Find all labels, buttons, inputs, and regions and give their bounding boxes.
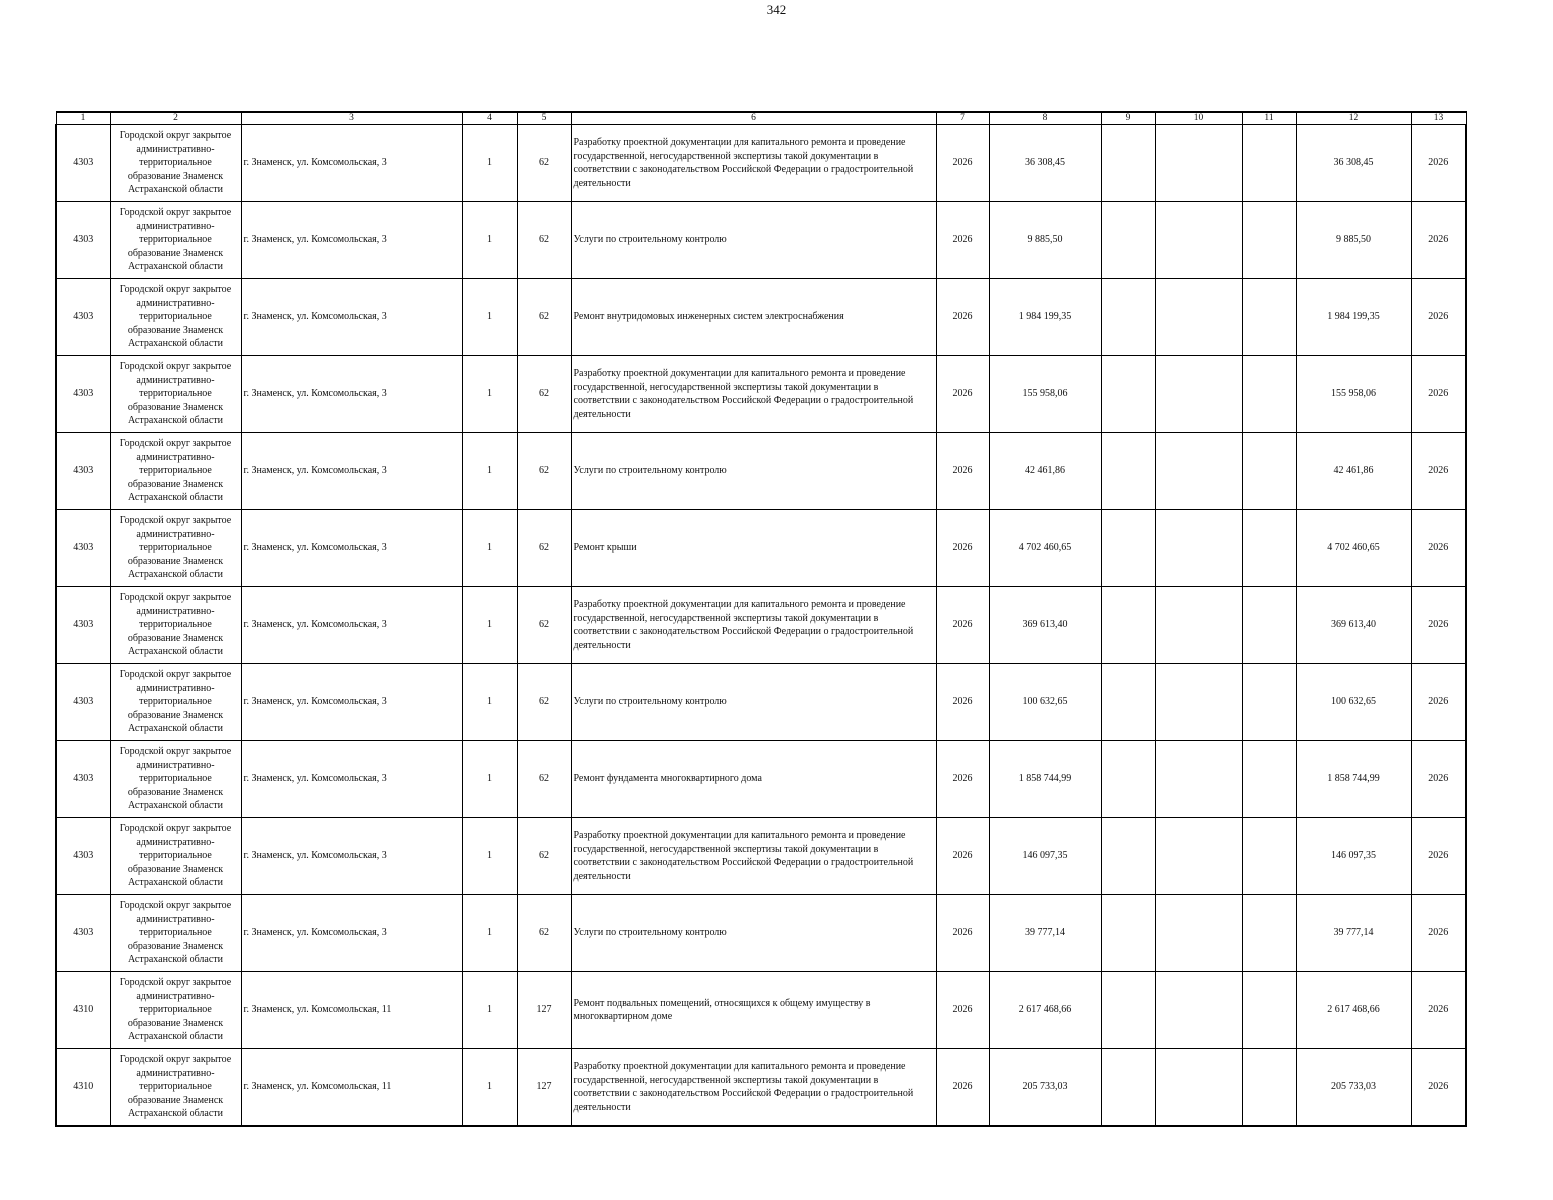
column-5-cell: 127 bbox=[517, 972, 571, 1049]
table-row bbox=[56, 279, 1466, 356]
column-11-cell bbox=[1242, 510, 1296, 587]
column-11-cell bbox=[1242, 433, 1296, 510]
column-header: 12 bbox=[1296, 112, 1411, 125]
column-5-cell: 62 bbox=[517, 895, 571, 972]
work-type-cell: Ремонт внутридомовых инженерных систем электроснабжения bbox=[571, 279, 936, 356]
column-header: 8 bbox=[989, 112, 1101, 125]
column-header: 10 bbox=[1155, 112, 1242, 125]
column-9-cell bbox=[1101, 1049, 1155, 1127]
work-type-cell: Услуги по строительному контролю bbox=[571, 433, 936, 510]
total-cell: 205 733,03 bbox=[1296, 1049, 1411, 1127]
column-10-cell bbox=[1155, 125, 1242, 202]
work-type-cell: Разработку проектной документации для капитального ремонта и проведение государственной, негосударственной экспертизы такой документации в соответствии с законодательством Российской Федерации о градостроительной деятельности bbox=[571, 587, 936, 664]
work-type-cell: Разработку проектной документации для капитального ремонта и проведение государственной, негосударственной экспертизы такой документации в соответствии с законодательством Российской Федерации о градостроительной деятельности bbox=[571, 356, 936, 433]
column-9-cell bbox=[1101, 125, 1155, 202]
column-11-cell bbox=[1242, 279, 1296, 356]
total-cell: 1 858 744,99 bbox=[1296, 741, 1411, 818]
column-9-cell bbox=[1101, 433, 1155, 510]
table-row bbox=[56, 895, 1466, 972]
total-cell: 36 308,45 bbox=[1296, 125, 1411, 202]
column-9-cell bbox=[1101, 895, 1155, 972]
column-9-cell bbox=[1101, 356, 1155, 433]
year-cell: 2026 bbox=[936, 510, 989, 587]
column-9-cell bbox=[1101, 972, 1155, 1049]
column-5-cell: 62 bbox=[517, 818, 571, 895]
address-cell: г. Знаменск, ул. Комсомольская, 3 bbox=[241, 587, 462, 664]
column-10-cell bbox=[1155, 818, 1242, 895]
total-cell: 155 958,06 bbox=[1296, 356, 1411, 433]
table-row bbox=[56, 356, 1466, 433]
work-type-cell: Ремонт фундамента многоквартирного дома bbox=[571, 741, 936, 818]
municipality-cell: Городской округ закрытое административно-территориальное образование Знаменск Астраханской области bbox=[110, 510, 241, 587]
column-4-cell: 1 bbox=[462, 972, 517, 1049]
column-header: 11 bbox=[1242, 112, 1296, 125]
cost-cell: 4 702 460,65 bbox=[989, 510, 1101, 587]
column-5-cell: 127 bbox=[517, 1049, 571, 1127]
municipality-cell: Городской округ закрытое административно-территориальное образование Знаменск Астраханской области bbox=[110, 356, 241, 433]
column-4-cell: 1 bbox=[462, 818, 517, 895]
municipality-cell: Городской округ закрытое административно-территориальное образование Знаменск Астраханской области bbox=[110, 818, 241, 895]
row-id-cell: 4310 bbox=[56, 1049, 110, 1127]
row-id-cell: 4303 bbox=[56, 356, 110, 433]
address-cell: г. Знаменск, ул. Комсомольская, 3 bbox=[241, 125, 462, 202]
page-number: 342 bbox=[766, 2, 787, 17]
completion-year-cell: 2026 bbox=[1411, 972, 1466, 1049]
column-5-cell: 62 bbox=[517, 587, 571, 664]
column-number-header bbox=[56, 112, 1466, 125]
address-cell: г. Знаменск, ул. Комсомольская, 3 bbox=[241, 741, 462, 818]
column-9-cell bbox=[1101, 279, 1155, 356]
column-10-cell bbox=[1155, 895, 1242, 972]
total-cell: 4 702 460,65 bbox=[1296, 510, 1411, 587]
address-cell: г. Знаменск, ул. Комсомольская, 3 bbox=[241, 510, 462, 587]
column-header: 4 bbox=[462, 112, 517, 125]
cost-cell: 1 984 199,35 bbox=[989, 279, 1101, 356]
cost-cell: 1 858 744,99 bbox=[989, 741, 1101, 818]
total-cell: 100 632,65 bbox=[1296, 664, 1411, 741]
work-type-cell: Услуги по строительному контролю bbox=[571, 202, 936, 279]
year-cell: 2026 bbox=[936, 433, 989, 510]
column-header: 13 bbox=[1411, 112, 1466, 125]
municipality-cell: Городской округ закрытое административно-территориальное образование Знаменск Астраханской области bbox=[110, 125, 241, 202]
column-11-cell bbox=[1242, 1049, 1296, 1127]
municipality-cell: Городской округ закрытое административно-территориальное образование Знаменск Астраханской области bbox=[110, 1049, 241, 1127]
column-5-cell: 62 bbox=[517, 433, 571, 510]
column-5-cell: 62 bbox=[517, 356, 571, 433]
year-cell: 2026 bbox=[936, 279, 989, 356]
column-11-cell bbox=[1242, 972, 1296, 1049]
year-cell: 2026 bbox=[936, 664, 989, 741]
work-type-cell: Разработку проектной документации для капитального ремонта и проведение государственной, негосударственной экспертизы такой документации в соответствии с законодательством Российской Федерации о градостроительной деятельности bbox=[571, 818, 936, 895]
work-type-cell: Ремонт крыши bbox=[571, 510, 936, 587]
municipality-cell: Городской округ закрытое административно-территориальное образование Знаменск Астраханской области bbox=[110, 433, 241, 510]
total-cell: 146 097,35 bbox=[1296, 818, 1411, 895]
column-9-cell bbox=[1101, 202, 1155, 279]
column-header: 2 bbox=[110, 112, 241, 125]
table-row bbox=[56, 1049, 1466, 1127]
total-cell: 9 885,50 bbox=[1296, 202, 1411, 279]
column-4-cell: 1 bbox=[462, 433, 517, 510]
column-5-cell: 62 bbox=[517, 279, 571, 356]
table-row bbox=[56, 510, 1466, 587]
column-5-cell: 62 bbox=[517, 664, 571, 741]
address-cell: г. Знаменск, ул. Комсомольская, 3 bbox=[241, 356, 462, 433]
column-4-cell: 1 bbox=[462, 895, 517, 972]
address-cell: г. Знаменск, ул. Комсомольская, 11 bbox=[241, 1049, 462, 1127]
column-10-cell bbox=[1155, 202, 1242, 279]
row-id-cell: 4303 bbox=[56, 664, 110, 741]
completion-year-cell: 2026 bbox=[1411, 741, 1466, 818]
column-5-cell: 62 bbox=[517, 125, 571, 202]
total-cell: 369 613,40 bbox=[1296, 587, 1411, 664]
column-4-cell: 1 bbox=[462, 202, 517, 279]
row-id-cell: 4303 bbox=[56, 587, 110, 664]
column-header: 1 bbox=[56, 112, 110, 125]
column-10-cell bbox=[1155, 433, 1242, 510]
column-5-cell: 62 bbox=[517, 741, 571, 818]
column-header: 7 bbox=[936, 112, 989, 125]
column-9-cell bbox=[1101, 664, 1155, 741]
cost-cell: 205 733,03 bbox=[989, 1049, 1101, 1127]
row-id-cell: 4303 bbox=[56, 818, 110, 895]
column-10-cell bbox=[1155, 741, 1242, 818]
year-cell: 2026 bbox=[936, 818, 989, 895]
completion-year-cell: 2026 bbox=[1411, 356, 1466, 433]
total-cell: 39 777,14 bbox=[1296, 895, 1411, 972]
column-header: 6 bbox=[571, 112, 936, 125]
column-4-cell: 1 bbox=[462, 279, 517, 356]
year-cell: 2026 bbox=[936, 202, 989, 279]
table-row bbox=[56, 972, 1466, 1049]
work-type-cell: Услуги по строительному контролю bbox=[571, 664, 936, 741]
column-header: 5 bbox=[517, 112, 571, 125]
column-11-cell bbox=[1242, 664, 1296, 741]
column-11-cell bbox=[1242, 125, 1296, 202]
column-4-cell: 1 bbox=[462, 356, 517, 433]
municipality-cell: Городской округ закрытое административно-территориальное образование Знаменск Астраханской области bbox=[110, 972, 241, 1049]
municipality-cell: Городской округ закрытое административно-территориальное образование Знаменск Астраханской области bbox=[110, 741, 241, 818]
address-cell: г. Знаменск, ул. Комсомольская, 3 bbox=[241, 895, 462, 972]
column-10-cell bbox=[1155, 510, 1242, 587]
column-4-cell: 1 bbox=[462, 125, 517, 202]
row-id-cell: 4303 bbox=[56, 741, 110, 818]
table-row bbox=[56, 741, 1466, 818]
work-type-cell: Услуги по строительному контролю bbox=[571, 895, 936, 972]
total-cell: 1 984 199,35 bbox=[1296, 279, 1411, 356]
completion-year-cell: 2026 bbox=[1411, 818, 1466, 895]
cost-cell: 2 617 468,66 bbox=[989, 972, 1101, 1049]
row-id-cell: 4310 bbox=[56, 972, 110, 1049]
cost-cell: 42 461,86 bbox=[989, 433, 1101, 510]
work-type-cell: Ремонт подвальных помещений, относящихся к общему имуществу в многоквартирном доме bbox=[571, 972, 936, 1049]
completion-year-cell: 2026 bbox=[1411, 279, 1466, 356]
address-cell: г. Знаменск, ул. Комсомольская, 3 bbox=[241, 202, 462, 279]
capital-repair-table bbox=[55, 111, 1467, 1127]
column-4-cell: 1 bbox=[462, 664, 517, 741]
year-cell: 2026 bbox=[936, 1049, 989, 1127]
completion-year-cell: 2026 bbox=[1411, 202, 1466, 279]
table-row bbox=[56, 664, 1466, 741]
column-4-cell: 1 bbox=[462, 587, 517, 664]
cost-cell: 100 632,65 bbox=[989, 664, 1101, 741]
year-cell: 2026 bbox=[936, 895, 989, 972]
row-id-cell: 4303 bbox=[56, 895, 110, 972]
year-cell: 2026 bbox=[936, 125, 989, 202]
cost-cell: 146 097,35 bbox=[989, 818, 1101, 895]
column-11-cell bbox=[1242, 741, 1296, 818]
column-4-cell: 1 bbox=[462, 1049, 517, 1127]
address-cell: г. Знаменск, ул. Комсомольская, 3 bbox=[241, 433, 462, 510]
column-10-cell bbox=[1155, 1049, 1242, 1127]
column-11-cell bbox=[1242, 202, 1296, 279]
cost-cell: 39 777,14 bbox=[989, 895, 1101, 972]
table-row bbox=[56, 587, 1466, 664]
year-cell: 2026 bbox=[936, 356, 989, 433]
row-id-cell: 4303 bbox=[56, 125, 110, 202]
cost-cell: 36 308,45 bbox=[989, 125, 1101, 202]
column-10-cell bbox=[1155, 356, 1242, 433]
column-5-cell: 62 bbox=[517, 510, 571, 587]
cost-cell: 9 885,50 bbox=[989, 202, 1101, 279]
address-cell: г. Знаменск, ул. Комсомольская, 3 bbox=[241, 818, 462, 895]
column-9-cell bbox=[1101, 587, 1155, 664]
column-10-cell bbox=[1155, 279, 1242, 356]
total-cell: 42 461,86 bbox=[1296, 433, 1411, 510]
completion-year-cell: 2026 bbox=[1411, 510, 1466, 587]
address-cell: г. Знаменск, ул. Комсомольская, 11 bbox=[241, 972, 462, 1049]
column-11-cell bbox=[1242, 356, 1296, 433]
column-11-cell bbox=[1242, 587, 1296, 664]
table-row bbox=[56, 202, 1466, 279]
row-id-cell: 4303 bbox=[56, 202, 110, 279]
address-cell: г. Знаменск, ул. Комсомольская, 3 bbox=[241, 279, 462, 356]
completion-year-cell: 2026 bbox=[1411, 895, 1466, 972]
completion-year-cell: 2026 bbox=[1411, 125, 1466, 202]
table-row bbox=[56, 433, 1466, 510]
municipality-cell: Городской округ закрытое административно-территориальное образование Знаменск Астраханской области bbox=[110, 895, 241, 972]
column-4-cell: 1 bbox=[462, 510, 517, 587]
work-type-cell: Разработку проектной документации для капитального ремонта и проведение государственной, негосударственной экспертизы такой документации в соответствии с законодательством Российской Федерации о градостроительной деятельности bbox=[571, 125, 936, 202]
column-10-cell bbox=[1155, 972, 1242, 1049]
total-cell: 2 617 468,66 bbox=[1296, 972, 1411, 1049]
year-cell: 2026 bbox=[936, 972, 989, 1049]
column-5-cell: 62 bbox=[517, 202, 571, 279]
municipality-cell: Городской округ закрытое административно-территориальное образование Знаменск Астраханской области bbox=[110, 664, 241, 741]
column-9-cell bbox=[1101, 741, 1155, 818]
row-id-cell: 4303 bbox=[56, 433, 110, 510]
address-cell: г. Знаменск, ул. Комсомольская, 3 bbox=[241, 664, 462, 741]
column-header: 9 bbox=[1101, 112, 1155, 125]
completion-year-cell: 2026 bbox=[1411, 587, 1466, 664]
completion-year-cell: 2026 bbox=[1411, 433, 1466, 510]
completion-year-cell: 2026 bbox=[1411, 664, 1466, 741]
column-10-cell bbox=[1155, 664, 1242, 741]
column-9-cell bbox=[1101, 818, 1155, 895]
column-11-cell bbox=[1242, 895, 1296, 972]
table-row bbox=[56, 125, 1466, 202]
column-10-cell bbox=[1155, 587, 1242, 664]
row-id-cell: 4303 bbox=[56, 279, 110, 356]
municipality-cell: Городской округ закрытое административно-территориальное образование Знаменск Астраханской области bbox=[110, 279, 241, 356]
year-cell: 2026 bbox=[936, 741, 989, 818]
row-id-cell: 4303 bbox=[56, 510, 110, 587]
municipality-cell: Городской округ закрытое административно-территориальное образование Знаменск Астраханской области bbox=[110, 202, 241, 279]
column-4-cell: 1 bbox=[462, 741, 517, 818]
completion-year-cell: 2026 bbox=[1411, 1049, 1466, 1127]
year-cell: 2026 bbox=[936, 587, 989, 664]
column-9-cell bbox=[1101, 510, 1155, 587]
work-type-cell: Разработку проектной документации для капитального ремонта и проведение государственной, негосударственной экспертизы такой документации в соответствии с законодательством Российской Федерации о градостроительной деятельности bbox=[571, 1049, 936, 1127]
table-row bbox=[56, 818, 1466, 895]
column-header: 3 bbox=[241, 112, 462, 125]
municipality-cell: Городской округ закрытое административно-территориальное образование Знаменск Астраханской области bbox=[110, 587, 241, 664]
column-11-cell bbox=[1242, 818, 1296, 895]
cost-cell: 155 958,06 bbox=[989, 356, 1101, 433]
cost-cell: 369 613,40 bbox=[989, 587, 1101, 664]
